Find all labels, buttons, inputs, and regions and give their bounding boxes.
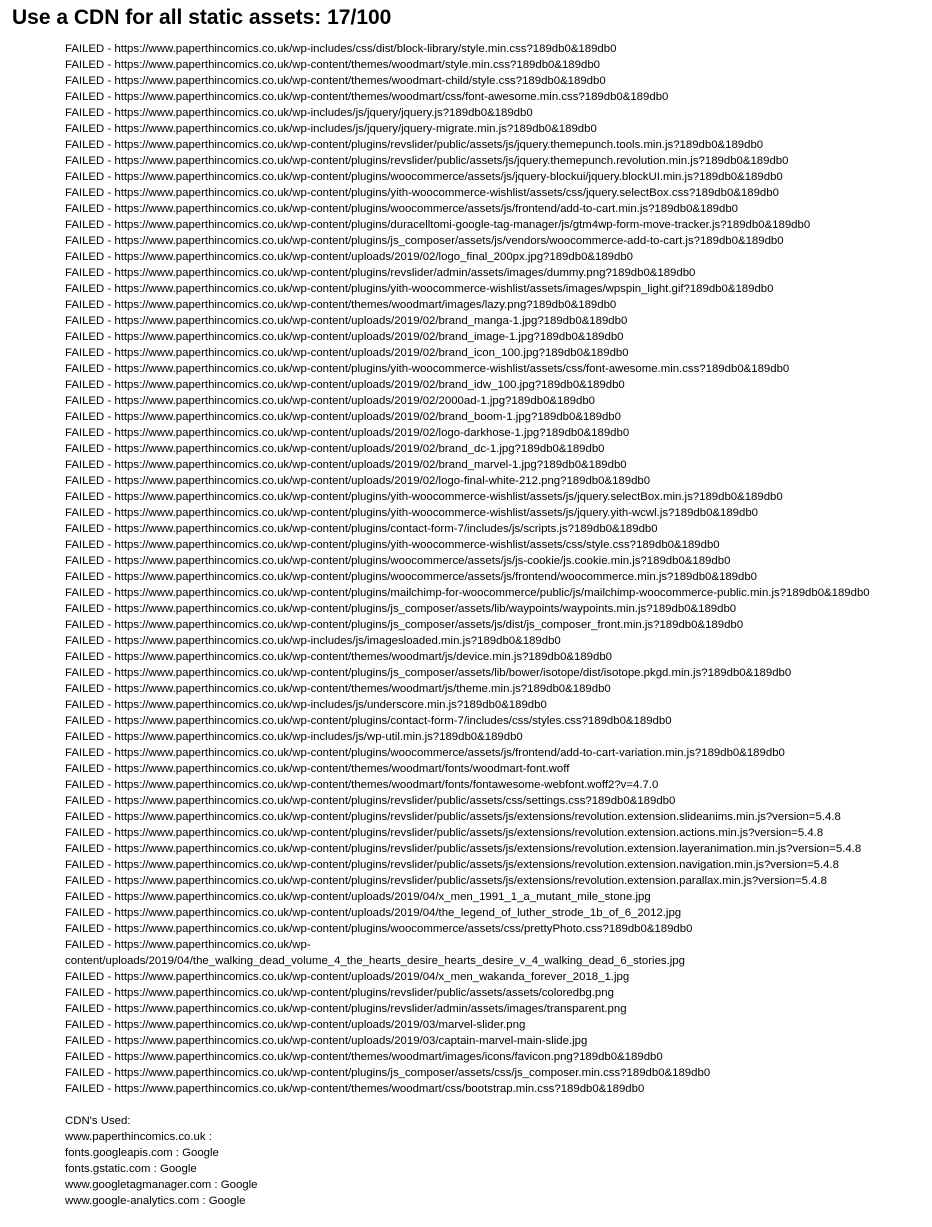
- failed-asset-item: FAILED - https://www.paperthincomics.co.uk/wp-content/plugins/js_composer/assets/lib/bower/isotope/dist/isotope.pkgd.min.js?189db0&189db0: [65, 667, 792, 679]
- cdn-item: www.paperthincomics.co.uk :: [65, 1131, 212, 1143]
- failed-asset-item: FAILED - https://www.paperthincomics.co.uk/wp-content/plugins/js_composer/assets/js/vendors/woocommerce-add-to-cart.js?189db0&189db0: [65, 235, 784, 247]
- cdn-used-section: [65, 1113, 925, 1209]
- cdn-used-heading: CDN's Used:: [65, 1115, 131, 1127]
- failed-asset-item: FAILED - https://www.paperthincomics.co.uk/wp-content/plugins/revslider/public/assets/js/extensions/revolution.extension.layeranimation.min.js?version=5.4.8: [65, 843, 862, 855]
- failed-asset-item: FAILED - https://www.paperthincomics.co.uk/wp-includes/js/jquery/jquery.js?189db0&189db0: [65, 107, 533, 119]
- failed-asset-item: FAILED - https://www.paperthincomics.co.uk/wp-content/plugins/mailchimp-for-woocommerce/public/js/mailchimp-woocommerce-public.min.js?189db0&189db0: [65, 587, 870, 599]
- failed-asset-item: FAILED - https://www.paperthincomics.co.uk/wp-content/themes/woodmart/images/lazy.png?189db0&189db0: [65, 299, 617, 311]
- cdn-report: [65, 41, 925, 1209]
- failed-asset-item: FAILED - https://www.paperthincomics.co.uk/wp-content/uploads/2019/02/logo-darkhose-1.jpg?189db0&189db0: [65, 427, 630, 439]
- failed-asset-item: FAILED - https://www.paperthincomics.co.uk/wp-content/plugins/revslider/public/assets/js/jquery.themepunch.tools.min.js?189db0&189db0: [65, 139, 764, 151]
- failed-asset-item: FAILED - https://www.paperthincomics.co.uk/wp-content/uploads/2019/04/the_legend_of_luther_strode_1b_of_6_2012.jpg: [65, 907, 682, 919]
- failed-asset-item: FAILED - https://www.paperthincomics.co.uk/wp-content/uploads/2019/04/x_men_1991_1_a_mutant_mile_stone.jpg: [65, 891, 651, 903]
- failed-asset-item: FAILED - https://www.paperthincomics.co.uk/wp-includes/js/jquery/jquery-migrate.min.js?189db0&189db0: [65, 123, 597, 135]
- failed-asset-item: FAILED - https://www.paperthincomics.co.uk/wp-content/plugins/revslider/public/assets/js/extensions/revolution.extension.actions.min.js?version=5.4.8: [65, 827, 824, 839]
- failed-asset-item: FAILED - https://www.paperthincomics.co.uk/wp-content/plugins/yith-woocommerce-wishlist/assets/images/wpspin_light.gif?189db0&189db0: [65, 283, 774, 295]
- failed-asset-item: FAILED - https://www.paperthincomics.co.uk/wp-content/plugins/revslider/public/assets/js/extensions/revolution.extension.slideanims.min.js?version=5.4.8: [65, 811, 841, 823]
- failed-asset-item: FAILED - https://www.paperthincomics.co.uk/wp-content/plugins/woocommerce/assets/js/jquery-blockui/jquery.blockUI.min.js?189db0&189db0: [65, 171, 783, 183]
- failed-asset-line: FAILED - https://www.paperthincomics.co.uk/wp-: [65, 939, 311, 951]
- failed-asset-item: FAILED - https://www.paperthincomics.co.uk/wp-content/themes/woodmart/js/device.min.js?189db0&189db0: [65, 651, 613, 663]
- failed-asset-item: FAILED - https://www.paperthincomics.co.uk/wp-content/plugins/woocommerce/assets/js/js-cookie/js.cookie.min.js?189db0&189db0: [65, 555, 731, 567]
- failed-asset-item: FAILED - https://www.paperthincomics.co.uk/wp-content/uploads/2019/02/brand_boom-1.jpg?189db0&189db0: [65, 411, 621, 423]
- failed-asset-item: FAILED - https://www.paperthincomics.co.uk/wp-content/themes/woodmart/css/bootstrap.min.css?189db0&189db0: [65, 1083, 645, 1095]
- failed-asset-item: FAILED - https://www.paperthincomics.co.uk/wp-content/uploads/2019/02/brand_idw_100.jpg?189db0&189db0: [65, 379, 625, 391]
- failed-asset-line: content/uploads/2019/04/the_walking_dead_volume_4_the_hearts_desire_hearts_desire_v_4_walking_dead_6_stories.jpg: [65, 955, 685, 967]
- failed-asset-item: FAILED - https://www.paperthincomics.co.uk/wp-content/uploads/2019/02/2000ad-1.jpg?189db0&189db0: [65, 395, 596, 407]
- failed-asset-item: FAILED - https://www.paperthincomics.co.uk/wp-content/plugins/yith-woocommerce-wishlist/assets/js/jquery.yith-wcwl.js?189db0&189db0: [65, 507, 759, 519]
- failed-asset-item: FAILED - https://www.paperthincomics.co.uk/wp-content/plugins/woocommerce/assets/js/frontend/add-to-cart-variation.min.js?189db0&189db0: [65, 747, 785, 759]
- failed-asset-item: FAILED - https://www.paperthincomics.co.uk/wp-content/plugins/revslider/public/assets/assets/coloredbg.png: [65, 987, 614, 999]
- cdn-item: fonts.googleapis.com : Google: [65, 1147, 219, 1159]
- failed-asset-item: FAILED - https://www.paperthincomics.co.uk/wp-content/uploads/2019/02/brand_manga-1.jpg?189db0&189db0: [65, 315, 628, 327]
- cdn-item: www.googletagmanager.com : Google: [65, 1179, 258, 1191]
- failed-asset-item: FAILED - https://www.paperthincomics.co.uk/wp-content/uploads/2019/02/logo-final-white-212.png?189db0&189db0: [65, 475, 651, 487]
- failed-asset-item: FAILED - https://www.paperthincomics.co.uk/wp-includes/js/wp-util.min.js?189db0&189db0: [65, 731, 523, 743]
- failed-asset-item: [65, 937, 925, 969]
- failed-asset-item: FAILED - https://www.paperthincomics.co.uk/wp-content/plugins/revslider/admin/assets/images/dummy.png?189db0&189db0: [65, 267, 696, 279]
- failed-asset-item: FAILED - https://www.paperthincomics.co.uk/wp-content/plugins/js_composer/assets/css/js_composer.min.css?189db0&189db0: [65, 1067, 711, 1079]
- cdn-item: fonts.gstatic.com : Google: [65, 1163, 197, 1175]
- failed-assets-list: [65, 41, 925, 1097]
- failed-asset-item: FAILED - https://www.paperthincomics.co.uk/wp-content/themes/woodmart-child/style.css?189db0&189db0: [65, 75, 606, 87]
- cdn-list: [65, 1129, 925, 1209]
- failed-asset-item: FAILED - https://www.paperthincomics.co.uk/wp-includes/js/imagesloaded.min.js?189db0&189db0: [65, 635, 561, 647]
- failed-asset-item: FAILED - https://www.paperthincomics.co.uk/wp-includes/js/underscore.min.js?189db0&189db0: [65, 699, 547, 711]
- failed-asset-item: FAILED - https://www.paperthincomics.co.uk/wp-content/plugins/contact-form-7/includes/css/styles.css?189db0&189db0: [65, 715, 672, 727]
- cdn-item: www.google-analytics.com : Google: [65, 1195, 246, 1207]
- failed-asset-item: FAILED - https://www.paperthincomics.co.uk/wp-content/uploads/2019/03/marvel-slider.png: [65, 1019, 526, 1031]
- page-title: Use a CDN for all static assets: 17/100: [12, 6, 392, 29]
- failed-asset-item: FAILED - https://www.paperthincomics.co.uk/wp-content/plugins/woocommerce/assets/js/frontend/add-to-cart.min.js?189db0&189db0: [65, 203, 739, 215]
- failed-asset-item: FAILED - https://www.paperthincomics.co.uk/wp-content/uploads/2019/02/brand_marvel-1.jpg?189db0&189db0: [65, 459, 627, 471]
- failed-asset-item: FAILED - https://www.paperthincomics.co.uk/wp-content/plugins/woocommerce/assets/css/prettyPhoto.css?189db0&189db0: [65, 923, 693, 935]
- failed-asset-item: FAILED - https://www.paperthincomics.co.uk/wp-content/plugins/contact-form-7/includes/js/scripts.js?189db0&189db0: [65, 523, 658, 535]
- failed-asset-item: FAILED - https://www.paperthincomics.co.uk/wp-content/plugins/yith-woocommerce-wishlist/assets/js/jquery.selectBox.min.js?189db0&189db0: [65, 491, 783, 503]
- failed-asset-item: FAILED - https://www.paperthincomics.co.uk/wp-content/plugins/revslider/public/assets/js/jquery.themepunch.revolution.min.js?189db0&189db0: [65, 155, 789, 167]
- failed-asset-item: FAILED - https://www.paperthincomics.co.uk/wp-content/uploads/2019/02/logo_final_200px.jpg?189db0&189db0: [65, 251, 634, 263]
- failed-asset-item: FAILED - https://www.paperthincomics.co.uk/wp-content/uploads/2019/02/brand_image-1.jpg?189db0&189db0: [65, 331, 624, 343]
- failed-asset-item: FAILED - https://www.paperthincomics.co.uk/wp-content/themes/woodmart/images/icons/favicon.png?189db0&189db0: [65, 1051, 663, 1063]
- failed-asset-item: FAILED - https://www.paperthincomics.co.uk/wp-content/plugins/yith-woocommerce-wishlist/assets/css/style.css?189db0&189db0: [65, 539, 720, 551]
- failed-asset-item: FAILED - https://www.paperthincomics.co.uk/wp-content/themes/woodmart/fonts/woodmart-font.woff: [65, 763, 570, 775]
- failed-asset-item: FAILED - https://www.paperthincomics.co.uk/wp-content/plugins/yith-woocommerce-wishlist/assets/css/font-awesome.min.css?189db0&189db0: [65, 363, 790, 375]
- failed-asset-item: FAILED - https://www.paperthincomics.co.uk/wp-content/plugins/revslider/public/assets/js/extensions/revolution.extension.navigation.min.js?version=5.4.8: [65, 859, 840, 871]
- failed-asset-item: FAILED - https://www.paperthincomics.co.uk/wp-content/uploads/2019/04/x_men_wakanda_forever_2018_1.jpg: [65, 971, 630, 983]
- failed-asset-item: FAILED - https://www.paperthincomics.co.uk/wp-content/plugins/duracelltomi-google-tag-manager/js/gtm4wp-form-move-tracker.js?189db0&189db0: [65, 219, 811, 231]
- failed-asset-item: FAILED - https://www.paperthincomics.co.uk/wp-content/plugins/js_composer/assets/js/dist/js_composer_front.min.js?189db0&189db0: [65, 619, 744, 631]
- failed-asset-item: FAILED - https://www.paperthincomics.co.uk/wp-content/themes/woodmart/style.min.css?189db0&189db0: [65, 59, 600, 71]
- failed-asset-item: FAILED - https://www.paperthincomics.co.uk/wp-content/plugins/yith-woocommerce-wishlist/assets/css/jquery.selectBox.css?189db0&189db0: [65, 187, 779, 199]
- failed-asset-item: FAILED - https://www.paperthincomics.co.uk/wp-content/themes/woodmart/fonts/fontawesome-webfont.woff2?v=4.7.0: [65, 779, 659, 791]
- failed-asset-item: FAILED - https://www.paperthincomics.co.uk/wp-content/plugins/revslider/public/assets/css/settings.css?189db0&189db0: [65, 795, 676, 807]
- failed-asset-item: FAILED - https://www.paperthincomics.co.uk/wp-content/uploads/2019/02/brand_icon_100.jpg?189db0&189db0: [65, 347, 629, 359]
- failed-asset-item: FAILED - https://www.paperthincomics.co.uk/wp-content/plugins/woocommerce/assets/js/frontend/woocommerce.min.js?189db0&189db0: [65, 571, 757, 583]
- failed-asset-item: FAILED - https://www.paperthincomics.co.uk/wp-content/uploads/2019/03/captain-marvel-main-slide.jpg: [65, 1035, 588, 1047]
- failed-asset-item: FAILED - https://www.paperthincomics.co.uk/wp-content/plugins/revslider/public/assets/js/extensions/revolution.extension.parallax.min.js?version=5.4.8: [65, 875, 827, 887]
- failed-asset-item: FAILED - https://www.paperthincomics.co.uk/wp-content/themes/woodmart/css/font-awesome.min.css?189db0&189db0: [65, 91, 669, 103]
- failed-asset-item: FAILED - https://www.paperthincomics.co.uk/wp-includes/css/dist/block-library/style.min.css?189db0&189db0: [65, 43, 617, 55]
- failed-asset-item: FAILED - https://www.paperthincomics.co.uk/wp-content/uploads/2019/02/brand_dc-1.jpg?189db0&189db0: [65, 443, 605, 455]
- failed-asset-item: FAILED - https://www.paperthincomics.co.uk/wp-content/themes/woodmart/js/theme.min.js?189db0&189db0: [65, 683, 611, 695]
- failed-asset-item: FAILED - https://www.paperthincomics.co.uk/wp-content/plugins/js_composer/assets/lib/waypoints/waypoints.min.js?189db0&189db0: [65, 603, 737, 615]
- failed-asset-item: FAILED - https://www.paperthincomics.co.uk/wp-content/plugins/revslider/admin/assets/images/transparent.png: [65, 1003, 627, 1015]
